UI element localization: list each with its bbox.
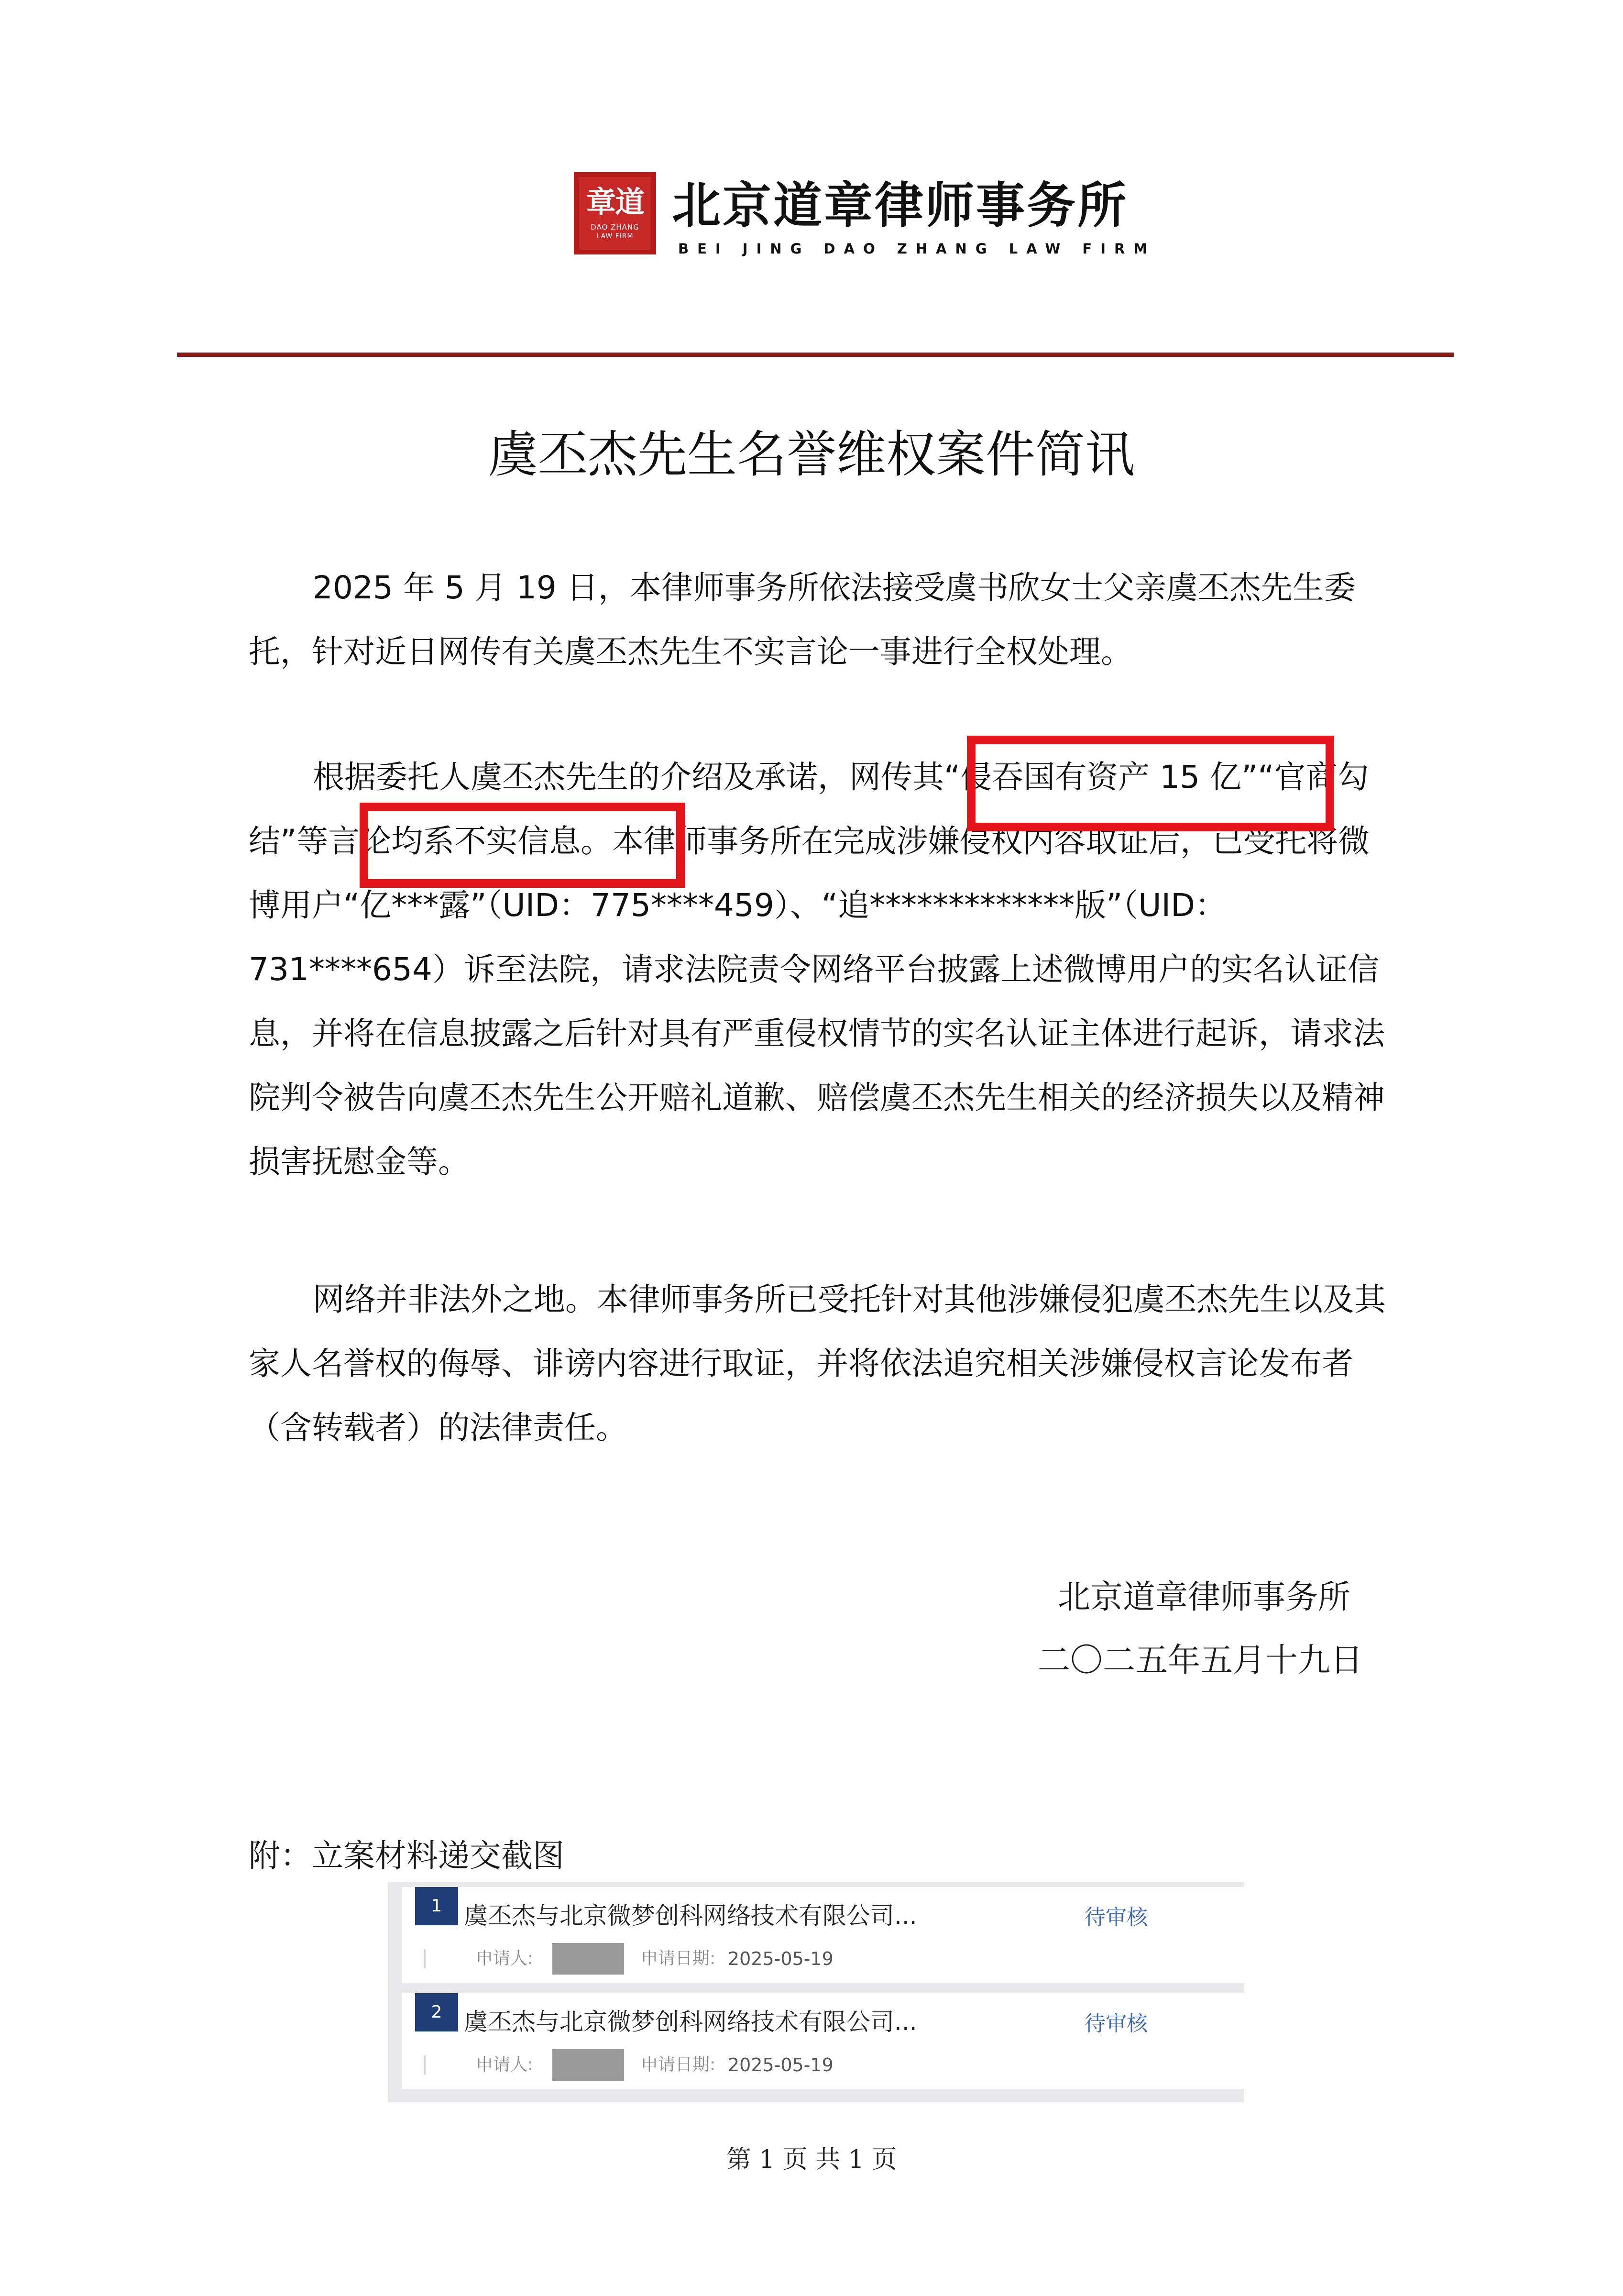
firm-seal-logo <box>574 172 656 254</box>
case-title: 虞丕杰与北京微梦创科网络技术有限公司... <box>464 1902 917 1930</box>
case-status: 待审核 <box>1085 2011 1148 2036</box>
filing-date: 2025-05-19 <box>728 2054 833 2075</box>
document-title: 虞丕杰先生名誉维权案件简讯 <box>488 425 1135 484</box>
seal-subtext-1: DAO ZHANG <box>591 222 639 232</box>
case-card <box>402 1993 1244 2089</box>
date-label: 申请日期: <box>641 1949 716 1968</box>
attachment-label: 附：立案材料递交截图 <box>249 1837 564 1874</box>
page-footer: 第 1 页 共 1 页 <box>726 2145 897 2174</box>
firm-name-en: BEI JING DAO ZHANG LAW FIRM <box>678 241 1156 257</box>
highlight-box-2 <box>360 803 685 888</box>
paragraph-2-middle: “官商勾结” <box>249 759 1369 860</box>
case-divider <box>424 1949 426 1968</box>
paragraph-2-prefix: 根据委托人虞丕杰先生的介绍及承诺，网传其 <box>313 759 944 795</box>
paragraph-3-text: 网络并非法外之地。本律师事务所已受托针对其他涉嫌侵犯虞丕杰先生以及其家人名誉权的侮辱、诽谤内容进行取证，并将依法追究相关涉嫌侵权言论发布者（含转载者）的法律责任。 <box>249 1281 1386 1446</box>
highlight-2: 等言论均系不实信息 <box>296 823 581 860</box>
filing-date: 2025-05-19 <box>728 1948 833 1969</box>
letterhead-divider <box>177 353 1454 357</box>
case-card <box>402 1887 1244 1983</box>
signature-firm: 北京道章律师事务所 <box>1058 1578 1351 1616</box>
paragraph-3 <box>249 1268 1387 1460</box>
case-status: 待审核 <box>1085 1905 1148 1930</box>
paragraph-1 <box>249 556 1387 684</box>
filing-screenshot <box>388 1882 1244 2102</box>
paragraph-2-suffix: 。本律师事务所在完成涉嫌侵权内容取证后，已受托将微博用户“亿***露”（UID：775****459）、“追*************版”（UID：731****654）诉至法院，请求法院责令网络平台披露上述微博用户的实名认证信息，并将在信息披露之后针对具有严重侵权情节的实名认证主体进行起诉，请求法院判令被告向虞丕杰先生公开赔礼道歉、赔偿虞丕杰先生相关的经济损失以及精神损害抚慰金等。 <box>249 823 1385 1180</box>
firm-name-cn: 北京道章律师事务所 <box>672 177 1128 234</box>
redacted-applicant <box>552 1943 624 1975</box>
highlight-1: “侵吞国有资产 15 亿” <box>944 759 1258 795</box>
signature-date: 二〇二五年五月十九日 <box>1038 1642 1363 1679</box>
redacted-applicant <box>552 2049 624 2081</box>
seal-text: 章道 <box>586 184 644 220</box>
highlight-box-1 <box>967 736 1334 831</box>
case-divider <box>424 2055 426 2075</box>
case-index-badge: 1 <box>415 1887 458 1925</box>
applicant-label: 申请人: <box>476 1949 534 1968</box>
date-label: 申请日期: <box>641 2055 716 2075</box>
paragraph-1-text: 2025 年 5 月 19 日，本律师事务所依法接受虞书欣女士父亲虞丕杰先生委托，针对近日网传有关虞丕杰先生不实言论一事进行全权处理。 <box>249 569 1356 670</box>
case-title: 虞丕杰与北京微梦创科网络技术有限公司... <box>464 2008 917 2036</box>
seal-subtext-2: LAW FIRM <box>596 232 634 240</box>
case-index-badge: 2 <box>415 1993 458 2031</box>
applicant-label: 申请人: <box>476 2055 534 2075</box>
